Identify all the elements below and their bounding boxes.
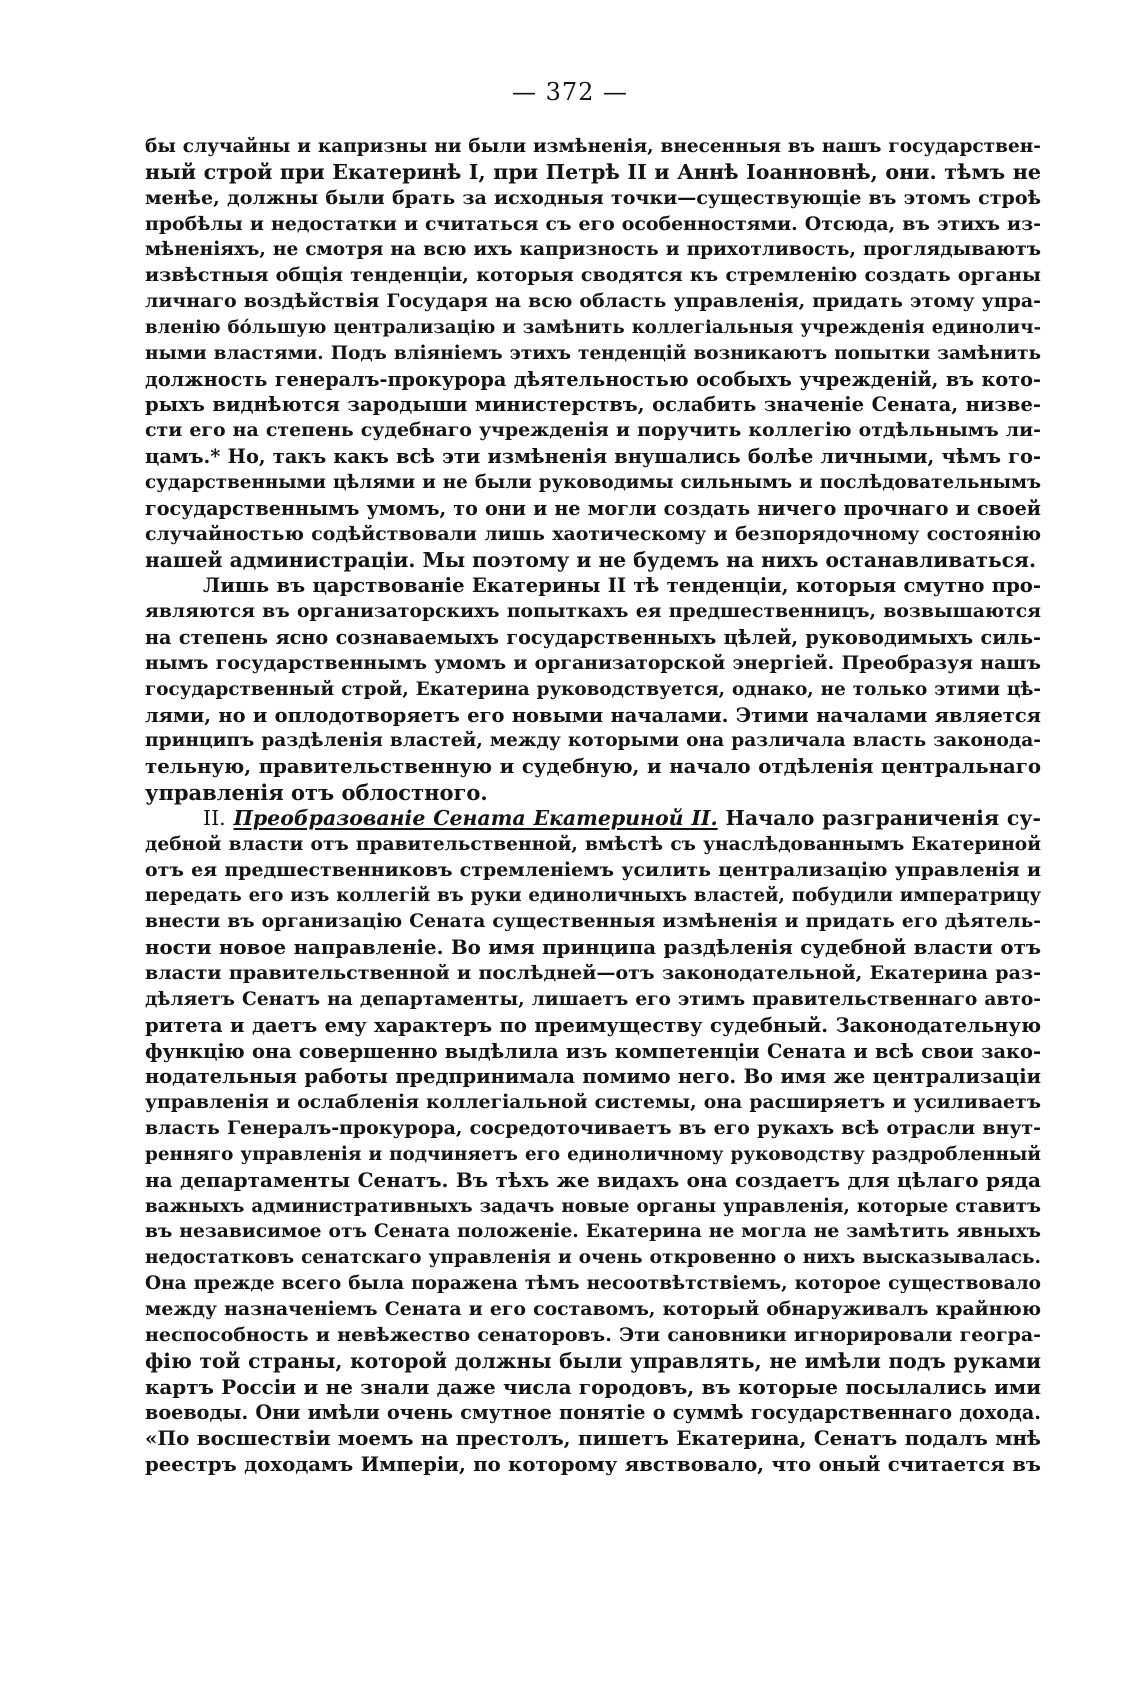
text-line: власти правительственной и послѣдней—отъ законодательной, Екатерина раз- [145, 962, 1041, 984]
text-line: передать его изъ коллегій въ руки единоличныхъ властей, побудили императрицу [145, 885, 1041, 907]
text-line: Она прежде всего была поражена тѣмъ несоотвѣтствіемъ, которое существовало [145, 1273, 1041, 1295]
paragraph-1 [145, 134, 1041, 573]
text-line: недостатковъ сенатскаго управленія и очень откровенно о нихъ высказывалась. [145, 1247, 1041, 1269]
text-line: дебной власти отъ правительственной, вмѣстѣ съ унаслѣдованнымъ Екатериной [145, 833, 1041, 855]
text-line: являются въ организаторскихъ попыткахъ ея предшественницъ, возвышаются [145, 600, 1041, 623]
text-line: на степень ясно сознаваемыхъ государственныхъ цѣлей, руководимыхъ силь- [145, 626, 1041, 650]
text-line: бы случайны и капризны ни были измѣненія, внесенныя въ нашъ государствен- [145, 136, 1041, 157]
text-line: должность генералъ-прокурора дѣятельностью особыхъ учрежденій, въ кото- [145, 367, 1041, 391]
text-line: функцію она совершенно выдѣлила изъ компетенціи Сената и всѣ свои зако- [145, 1039, 1041, 1063]
text-line: фію той страны, которой должны были управлять, не имѣли подъ руками [145, 1348, 1041, 1373]
section-first-line-text: Начало разграниченія су- [725, 805, 1041, 830]
section-title: Преобразованіе Сената Екатериной II. [233, 805, 718, 830]
page-number: — 372 — [511, 78, 629, 106]
text-line: важныхъ административныхъ задачъ новые органы управленія, которые ставитъ [145, 1195, 1041, 1217]
text-line: ности новое направленіе. Во имя принципа раздѣленія судебной власти отъ [145, 935, 1041, 960]
text-line: государственнымъ умомъ, то они и не могли создать ничего прочнаго и своей [145, 496, 1041, 520]
text-line: личнаго воздѣйствія Государя на всю область управленія, придать этому упра- [145, 290, 1041, 313]
text-line: нодательныя работы предпринимала помимо него. Во имя же централизаціи [145, 1065, 1041, 1089]
text-line: на департаменты Сенатъ. Въ тѣхъ же видахъ она создаетъ для цѣлаго ряда [145, 1167, 1041, 1192]
text-line: дѣляетъ Сенатъ на департаменты, лишаетъ его этимъ правительственнаго авто- [145, 988, 1041, 1010]
paragraph-3 [145, 806, 1041, 1478]
text-line: отъ ея предшественниковъ стремленіемъ усилить централизацію управленія и [145, 858, 1041, 881]
text-line: «По восшествіи моемъ на престолъ, пишетъ Екатерина, Сенатъ подалъ мнѣ [145, 1426, 1041, 1451]
text-line: въ независимое отъ Сената положеніе. Екатерина не могла не замѣтить явныхъ [145, 1220, 1041, 1243]
text-line: мѣненіяхъ, не смотря на всю ихъ капризность и прихотливость, проглядываютъ [145, 239, 1041, 261]
text-line: реестръ доходамъ Имперіи, по которому явствовало, что оный считается въ [145, 1453, 1041, 1477]
text-line: принципъ раздѣленія властей, между которыми она различала власть законода- [145, 730, 1041, 752]
text-line: рыхъ виднѣются зародыши министерствъ, ослабить значеніе Сената, низве- [145, 393, 1041, 417]
text-line: лями, но и оплодотворяетъ его новыми началами. Этими началами является [145, 703, 1041, 727]
text-line: Лишь въ царствованіе Екатерины II тѣ тенденціи, которыя смутно про- [203, 574, 1041, 598]
text-line: сударственными цѣлями и не были руководимы сильнымъ и послѣдовательнымъ [145, 471, 1041, 493]
text-line: тельную, правительственную и судебную, и начало отдѣленія центральнаго [145, 754, 1041, 779]
text-line: извѣстныя общія тенденціи, которыя сводятся къ стремленію создать органы [145, 264, 1041, 287]
section-heading-line [145, 806, 1041, 832]
body-text [145, 134, 1041, 1478]
text-line: государственный строй, Екатерина руководствуется, однако, не только этими цѣ- [145, 678, 1041, 700]
text-line: ными властями. Подъ вліяніемъ этихъ тенденцій возникаютъ попытки замѣнить [145, 342, 1041, 364]
text-line: нымъ государственнымъ умомъ и организаторской энергіей. Преобразуя нашъ [145, 651, 1041, 674]
text-line: вленію бóльшую централизацію и замѣнить коллегіальныя учрежденія единолич- [145, 316, 1041, 338]
text-line: между назначеніемъ Сената и его составомъ, который обнаруживалъ крайнюю [145, 1297, 1041, 1320]
text-line: внести въ организацію Сената существенныя измѣненія и придать его дѣятель- [145, 910, 1041, 933]
text-line: случайностью содѣйствовали лишь хаотическому и безпорядочному состоянію [145, 522, 1041, 545]
text-line: управленія отъ облостного. [145, 780, 488, 806]
text-line: власть Генералъ-прокурора, сосредоточиваетъ въ его рукахъ всѣ отрасли внут- [145, 1117, 1041, 1140]
text-line: ренняго управленія и подчиняетъ его единоличному руководству раздробленный [145, 1143, 1041, 1165]
text-line: ритета и даетъ ему характеръ по преимуществу судебный. Законодательную [145, 1013, 1041, 1037]
text-line: воеводы. Они имѣли очень смутное понятіе о суммѣ государственнаго дохода. [145, 1401, 1041, 1425]
text-line: менѣе, должны были брать за исходныя точки—существующіе въ этомъ строѣ [145, 186, 1041, 209]
text-line: управленія и ослабленія коллегіальной системы, она расширяетъ и усиливаетъ [145, 1091, 1041, 1114]
text-line: картъ Россіи и не знали даже числа городовъ, въ которые посылались ими [145, 1374, 1041, 1399]
text-line: нашей администраціи. Мы поэтому и не будемъ на нихъ останавливаться. [145, 547, 1037, 572]
text-line: сти его на степень судебнаго учрежденія и поручить коллегію отдѣльнымъ ли- [145, 419, 1041, 442]
text-line: неспособность и невѣжество сенаторовъ. Эти сановники игнорировали геогра- [145, 1323, 1041, 1346]
text-line: пробѣлы и недостатки и считаться съ его особенностями. Отсюда, въ этихъ из- [145, 212, 1041, 235]
section-number: II. [203, 805, 226, 830]
paragraph-2 [145, 573, 1041, 806]
text-line: ный строй при Екатеринѣ I, при Петрѣ II и Аннѣ Іоанновнѣ, они. тѣмъ не [145, 159, 1041, 184]
text-line: цамъ.* Но, такъ какъ всѣ эти измѣненія внушались болѣе личными, чѣмъ го- [145, 445, 1041, 469]
